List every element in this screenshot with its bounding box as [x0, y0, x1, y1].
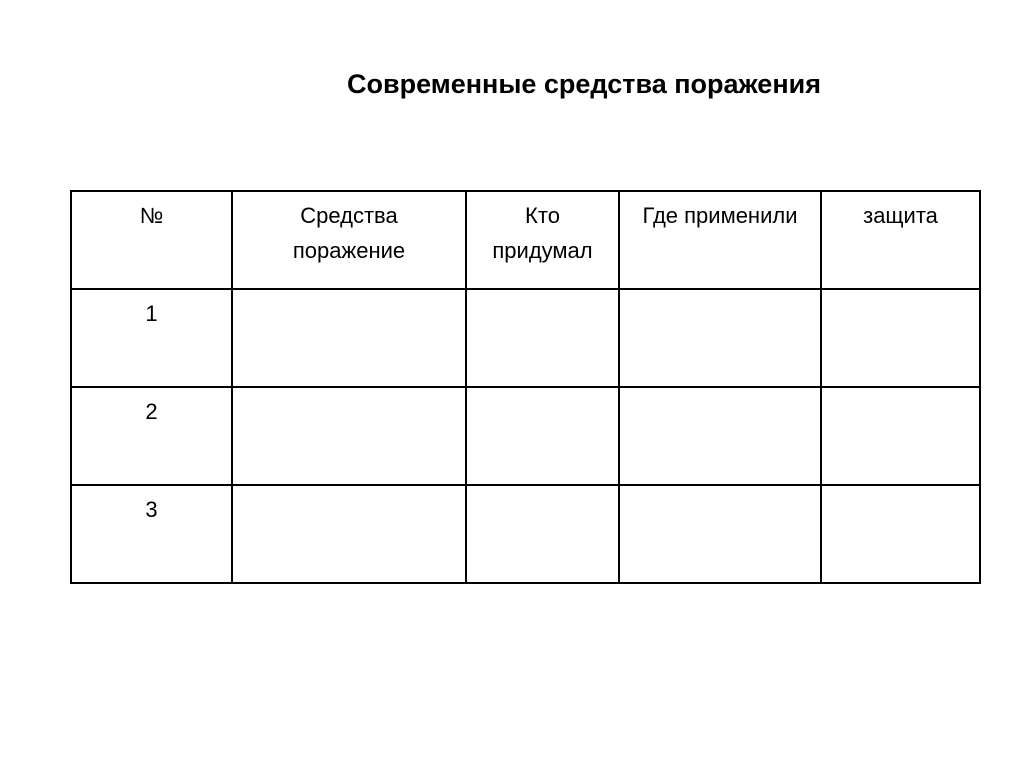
header-inventor-line1: Кто: [525, 203, 560, 228]
header-means-line2: поражение: [292, 238, 406, 263]
table-header-row: [71, 191, 980, 289]
header-means-line1: Средства: [300, 203, 398, 228]
table-row: [71, 387, 980, 485]
table-cell: [619, 387, 821, 485]
header-cell-number: [71, 191, 232, 289]
table-cell: [232, 289, 466, 387]
table-cell: [466, 289, 619, 387]
table-cell: [232, 485, 466, 583]
table-cell: [619, 289, 821, 387]
header-cell-means: [232, 191, 466, 289]
page-title: Современные средства поражения: [346, 69, 821, 99]
table-cell: [619, 485, 821, 583]
table-cell: 2: [71, 387, 232, 485]
table-cell: [821, 387, 980, 485]
header-protection-label: защита: [863, 203, 938, 228]
header-cell-inventor: [466, 191, 619, 289]
table-row: [71, 485, 980, 583]
data-table: [70, 190, 981, 584]
table-row: [71, 289, 980, 387]
table-cell: [466, 387, 619, 485]
header-where-used-label: Где применили: [642, 203, 798, 228]
table-cell: [821, 289, 980, 387]
table-cell: [466, 485, 619, 583]
header-cell-where-used: [619, 191, 821, 289]
table-cell: 1: [71, 289, 232, 387]
table-cell: 3: [71, 485, 232, 583]
header-number-label: №: [139, 203, 164, 228]
table-cell: [821, 485, 980, 583]
header-cell-protection: [821, 191, 980, 289]
header-inventor-line2: придумал: [492, 238, 593, 263]
table-cell: [232, 387, 466, 485]
